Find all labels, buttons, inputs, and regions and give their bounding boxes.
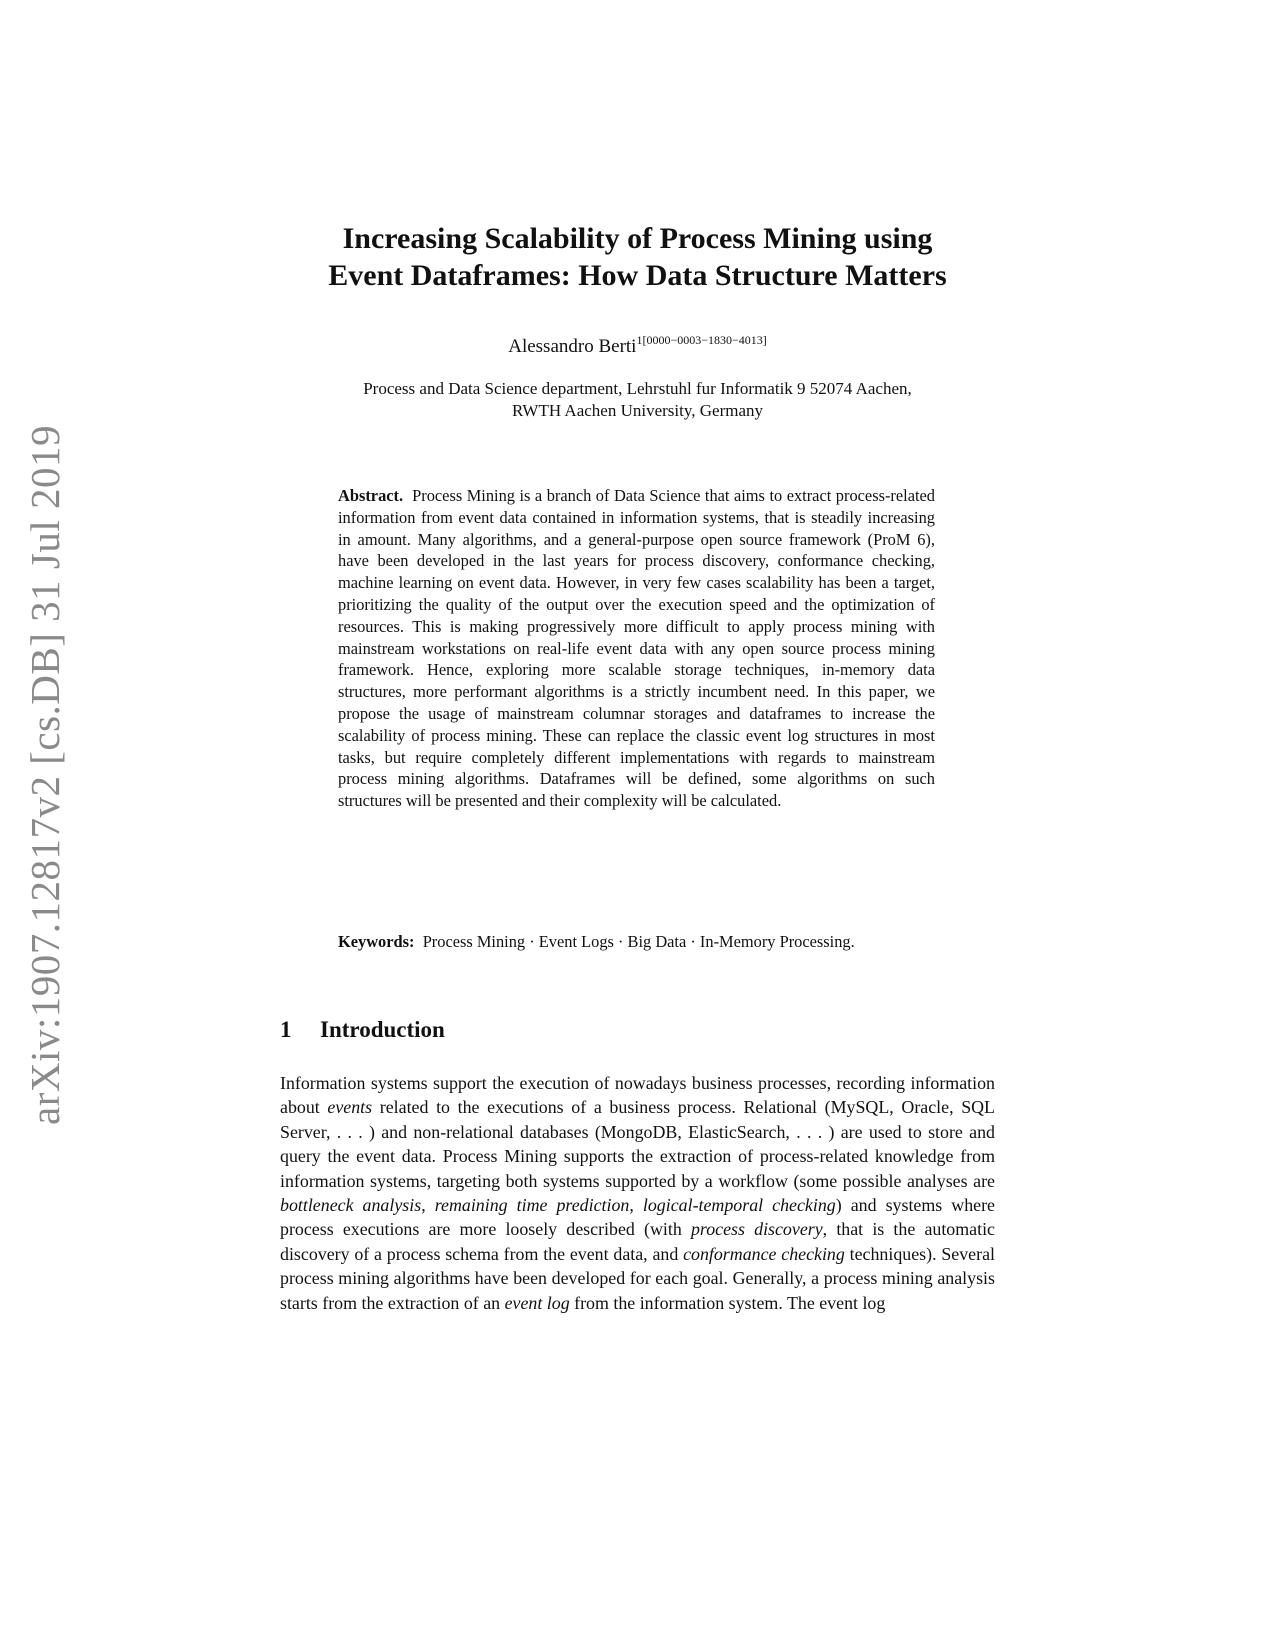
intro-term-conformance-checking: conformance checking <box>683 1243 845 1264</box>
affiliation <box>240 378 1035 422</box>
intro-term-event-log: event log <box>504 1292 570 1313</box>
author-line <box>240 333 1035 358</box>
paper-title <box>240 220 1035 294</box>
intro-text-1: Information systems support the execution of nowadays business processes, recording information about <box>280 1073 995 1118</box>
author-name: Alessandro Berti <box>508 336 637 357</box>
intro-text-7: techniques). Several process mining algorithms have been developed for each goal. Generally, a process mining analysis starts from the extraction of an <box>280 1243 995 1313</box>
intro-text-4: , <box>629 1195 643 1216</box>
author-affiliation-marker <box>636 333 766 347</box>
keywords-text: Process Mining · Event Logs · Big Data · In-Memory Processing. <box>422 932 855 951</box>
affiliation-line-1: Process and Data Science department, Lehrstuhl fur Informatik 9 52074 Aachen, <box>363 379 912 398</box>
intro-term-bottleneck-analysis: bottleneck analysis <box>280 1195 422 1216</box>
section-number: 1 <box>280 1017 292 1042</box>
introduction-paragraph <box>280 1071 995 1315</box>
arxiv-identifier-text: arXiv:1907.12817v2 [cs.DB] 31 Jul 2019 <box>22 424 68 1126</box>
keywords-label: Keywords: <box>338 932 415 951</box>
intro-term-events: events <box>327 1097 373 1118</box>
keywords <box>338 931 935 953</box>
intro-text-6: , that is the automatic discovery of a process schema from the event data, and <box>280 1219 995 1264</box>
intro-text-2: related to the executions of a business process. Relational (MySQL, Oracle, SQL Server, . . . ) and non-relational databases (MongoDB, ElasticSearch, . . . ) are used to store and query the event data. Process Mining supports the extraction of process-related knowledge from information systems, targeting both systems supported by a workflow (some possible analyses are <box>280 1097 995 1191</box>
abstract <box>338 485 935 812</box>
intro-text-3: , <box>421 1195 435 1216</box>
section-heading-introduction <box>280 1017 445 1043</box>
intro-term-logical-temporal-checking: logical-temporal checking <box>642 1195 836 1216</box>
paper-title-line-2: Event Dataframes: How Data Structure Matters <box>328 259 947 292</box>
affiliation-line-2: RWTH Aachen University, Germany <box>512 401 763 420</box>
author-affiliation-number: 1 <box>636 333 643 347</box>
abstract-text: Process Mining is a branch of Data Science that aims to extract process-related information from event data contained in information systems, that is steadily increasing in amount. Many algorithms, and a general-purpose open source framework (ProM 6), have been developed in the last years for process discovery, conformance checking, machine learning on event data. However, in very few cases scalability has been a target, prioritizing the quality of the output over the execution speed and the optimization of resources. This is making progressively more difficult to apply process mining with mainstream workstations on real-life event data with any open source process mining framework. Hence, exploring more scalable storage techniques, in-memory data structures, more performant algorithms is a strictly incumbent need. In this paper, we propose the usage of mainstream columnar storages and dataframes to increase the scalability of process mining. These can replace the classic event log structures in most tasks, but require completely different implementations with regards to mainstream process mining algorithms. Dataframes will be defined, some algorithms on such structures will be presented and their complexity will be calculated. <box>338 486 935 811</box>
arxiv-identifier-stamp <box>21 424 69 1126</box>
intro-term-process-discovery: process discovery <box>690 1219 823 1240</box>
abstract-label: Abstract. <box>338 486 404 505</box>
intro-text-5: ) and systems where process executions are more loosely described (with <box>280 1195 995 1240</box>
paper-title-line-1: Increasing Scalability of Process Mining using <box>342 222 933 255</box>
author-orcid: [0000−0003−1830−4013] <box>642 333 767 347</box>
intro-term-remaining-time-prediction: remaining time prediction <box>434 1195 630 1216</box>
section-title: Introduction <box>320 1017 445 1042</box>
intro-text-8: from the information system. The event log <box>569 1292 886 1313</box>
